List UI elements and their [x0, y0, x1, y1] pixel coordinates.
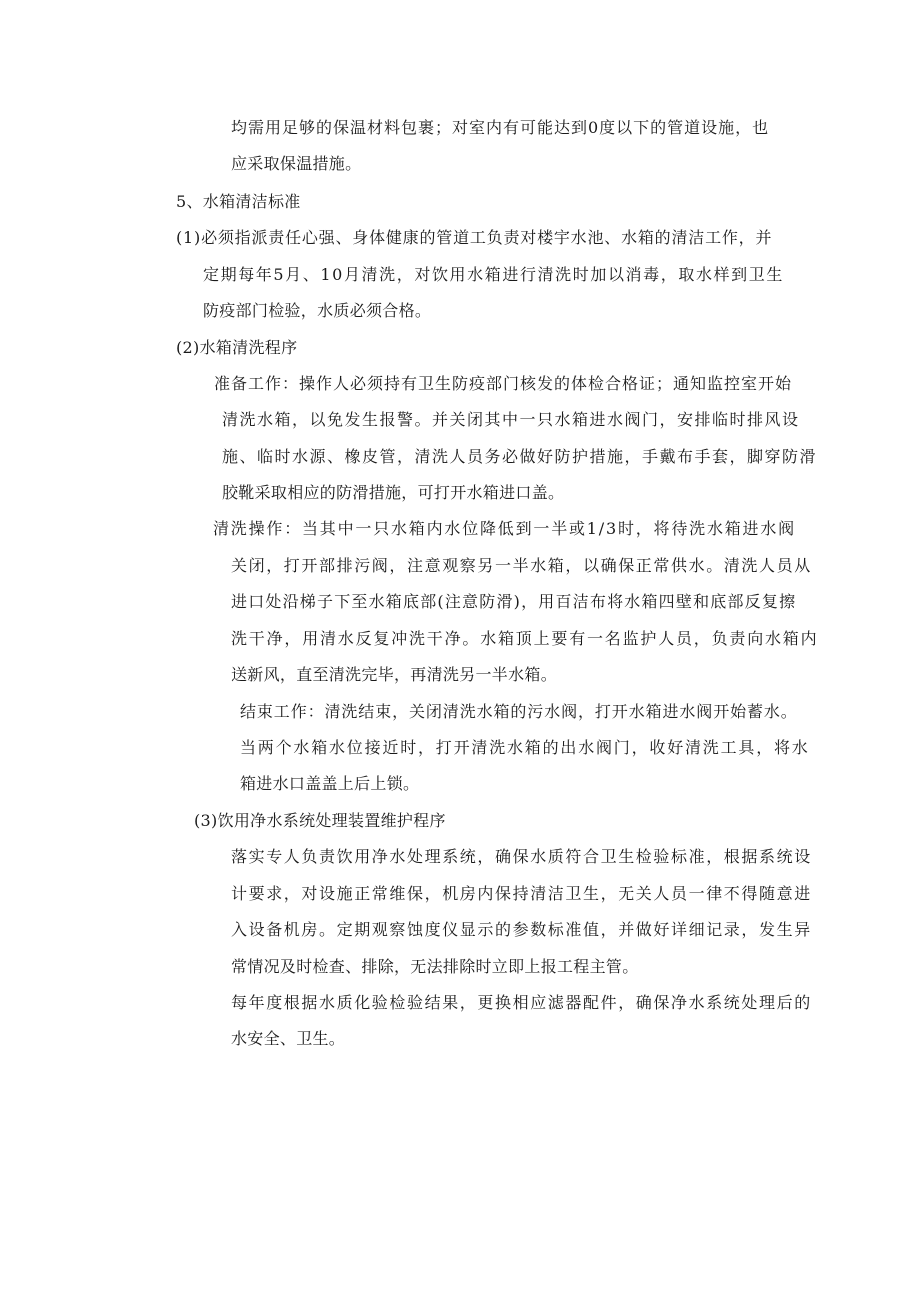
body-text-line: 应采取保温措施。 [231, 154, 362, 173]
body-text-line: 洗干净，用清水反复冲洗干净。水箱顶上要有一名监护人员，负责向水箱内 [231, 629, 819, 648]
body-text-line: 均需用足够的保温材料包裹；对室内有可能达到0度以下的管道设施，也 [231, 118, 770, 137]
subsection-heading: (2)水箱清洗程序 [176, 338, 298, 357]
body-text-line: 清洗操作：当其中一只水箱内水位降低到一半或1/3时，将待洗水箱进水阀 [213, 519, 796, 538]
body-text-line: 计要求，对设施正常维保，机房内保持清洁卫生，无关人员一律不得随意进 [231, 884, 812, 903]
body-text-line: 入设备机房。定期观察蚀度仪显示的参数标准值，并做好详细记录，发生异 [231, 920, 812, 939]
body-text-line: 当两个水箱水位接近时，打开清洗水箱的出水阀门，收好清洗工具，将水 [240, 738, 810, 757]
body-text-line: 结束工作：清洗结束，关闭清洗水箱的污水阀，打开水箱进水阀开始蓄水。 [240, 702, 798, 721]
body-text-line: 准备工作：操作人必须持有卫生防疫部门核发的体检合格证；通知监控室开始 [214, 374, 793, 393]
body-text-line: (1)必须指派责任心强、身体健康的管道工负责对楼宇水池、水箱的清洁工作，并 [176, 228, 773, 247]
body-text-line: 防疫部门检验，水质必须合格。 [203, 301, 432, 320]
body-text-line: 落实专人负责饮用净水处理系统，确保水质符合卫生检验标准，根据系统设 [231, 847, 812, 866]
body-text-line: 清洗水箱，以免发生报警。并关闭其中一只水箱进水阀门，安排临时排风设 [222, 410, 800, 429]
body-text-line: 进口处沿梯子下至水箱底部(注意防滑)，用百洁布将水箱四壁和底部反复擦 [231, 592, 797, 611]
body-text-line: 施、临时水源、橡皮管，清洗人员务必做好防护措施，手戴布手套，脚穿防滑 [222, 447, 818, 466]
body-text-line: 常情况及时检查、排除，无法排除时立即上报工程主管。 [231, 957, 639, 976]
section-heading: 5、水箱清洁标准 [176, 192, 301, 211]
body-text-line: 胶靴采取相应的防滑措施，可打开水箱进口盖。 [222, 483, 565, 502]
body-text-line: 定期每年5月、10月清洗，对饮用水箱进行清洗时加以消毒，取水样到卫生 [203, 265, 784, 284]
body-text-line: 关闭，打开部排污阀，注意观察另一半水箱，以确保正常供水。清洗人员从 [231, 556, 812, 575]
body-text-line: 水安全、卫生。 [231, 1029, 346, 1048]
body-text-line: 每年度根据水质化验检验结果，更换相应滤器配件，确保净水系统处理后的 [231, 993, 812, 1012]
subsection-heading: (3)饮用净水系统处理装置维护程序 [194, 811, 446, 830]
body-text-line: 箱进水口盖盖上后上锁。 [240, 774, 420, 793]
body-text-line: 送新风，直至清洗完毕，再清洗另一半水箱。 [231, 665, 558, 684]
